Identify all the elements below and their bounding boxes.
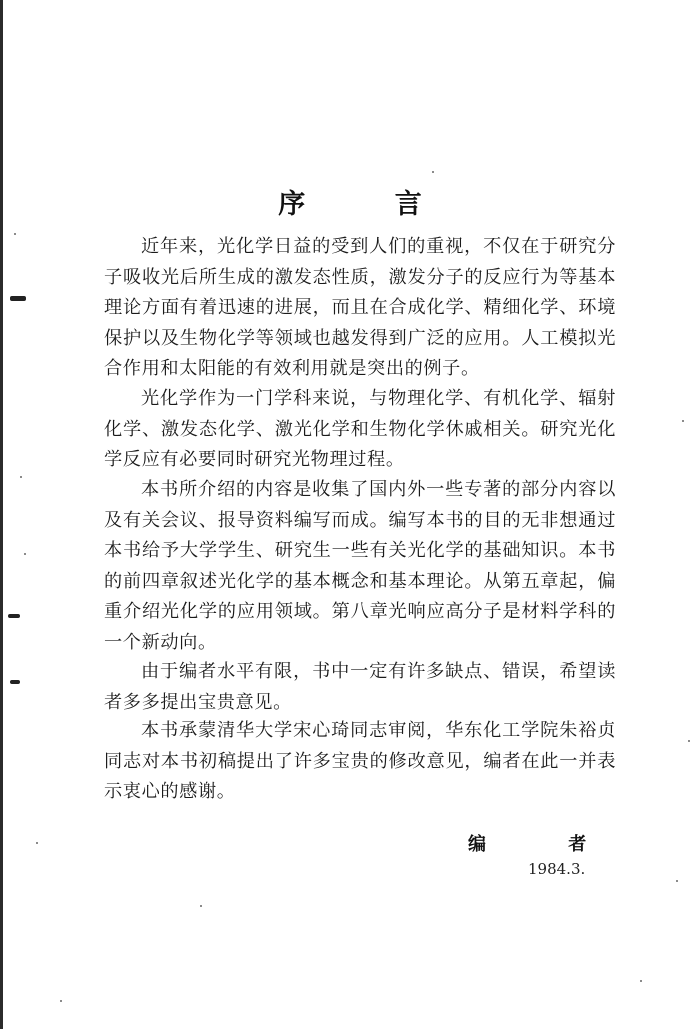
paragraph-5: 本书承蒙清华大学宋心琦同志审阅，华东化工学院朱裕贞同志对本书初稿提出了许多宝贵的修改意见，编者在此一并表示衷心的感谢。 [104, 720, 616, 802]
scan-speck [688, 740, 690, 742]
scan-speck [14, 233, 16, 235]
scan-speck [36, 842, 38, 844]
scan-speck [24, 553, 26, 555]
scan-artifact-mark [8, 614, 20, 618]
scan-left-edge [0, 0, 3, 1029]
preface-date: 1984.3. [528, 860, 586, 878]
page-title: 序 言 [278, 189, 462, 220]
scan-speck [682, 420, 684, 422]
scan-speck [20, 476, 22, 478]
scan-artifact-mark [10, 680, 20, 684]
scan-speck [640, 980, 642, 982]
scan-artifact-mark [10, 296, 26, 301]
scan-speck [200, 905, 202, 907]
scan-speck [676, 880, 678, 882]
scan-speck [432, 171, 434, 173]
scan-speck [60, 1000, 62, 1002]
paragraph-1: 近年来，光化学日益的受到人们的重视，不仅在于研究分子吸收光后所生成的激发态性质，激发分子的反应行为等基本理论方面有着迅速的进展，而且在合成化学、精细化学、环境保护以及生物化学等领域也越发得到广泛的应用。人工模拟光合作用和太阳能的有效利用就是突出的例子。 [104, 236, 616, 379]
author-signature: 编 者 [468, 834, 625, 855]
paragraph-4: 由于编者水平有限，书中一定有许多缺点、错误，希望读者多多提出宝贵意见。 [104, 661, 616, 713]
paragraph-2: 光化学作为一门学科来说，与物理化学、有机化学、辐射化学、激发态化学、激光化学和生物化学休戚相关。研究光化学反应有必要同时研究光物理过程。 [104, 388, 616, 470]
paragraph-3: 本书所介绍的内容是收集了国内外一些专著的部分内容以及有关会议、报导资料编写而成。编写本书的目的无非想通过本书给予大学学生、研究生一些有关光化学的基础知识。本书的前四章叙述光化学的基本概念和基本理论。从第五章起，偏重介绍光化学的应用领域。第八章光响应高分子是材料学科的一个新动向。 [104, 479, 616, 653]
